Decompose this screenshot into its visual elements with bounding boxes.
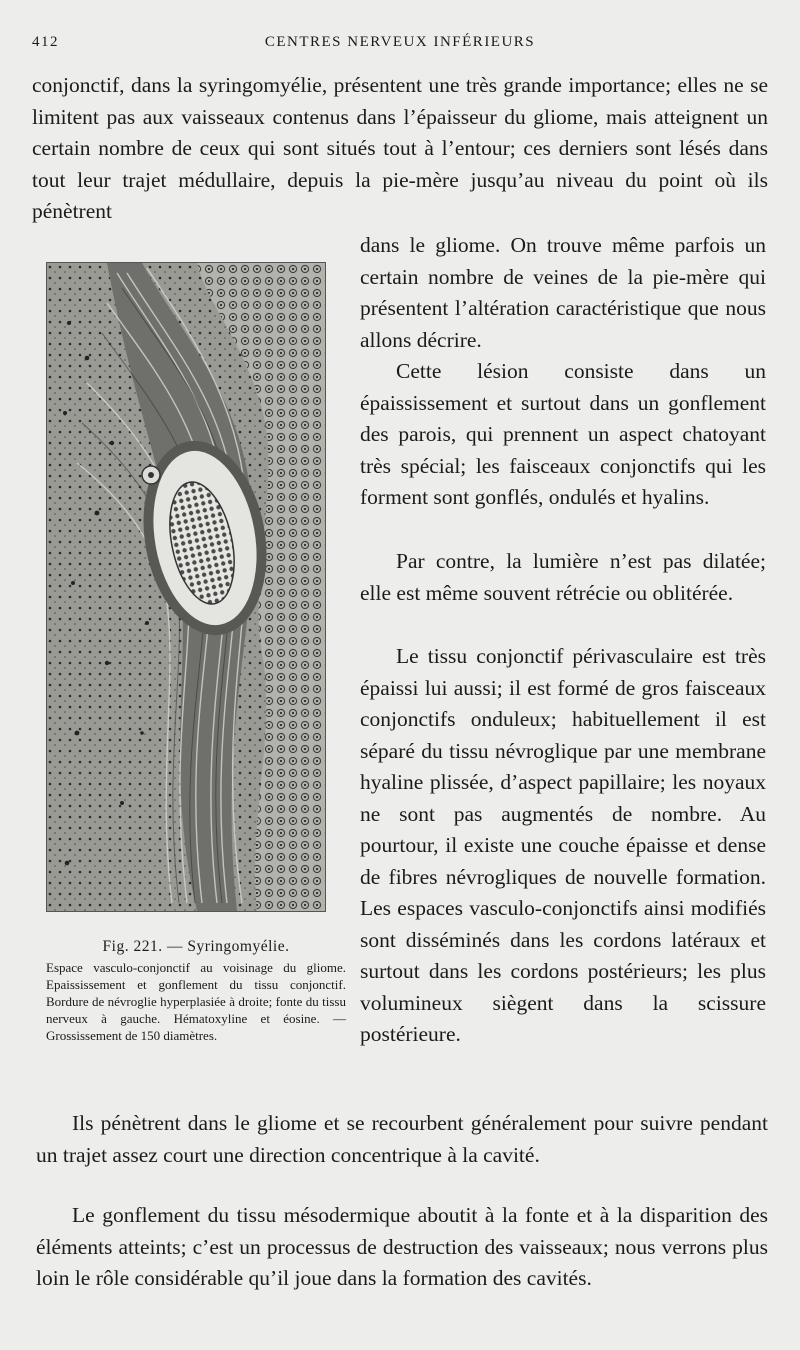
figure-title: Fig. 221. — Syringomyélie.	[102, 938, 290, 955]
histology-figure	[46, 262, 326, 912]
running-title: CENTRES NERVEUX INFÉRIEURS	[264, 34, 536, 50]
paragraph-3: Par contre, la lumière n’est pas dilatée; elle est même souvent rétrécie ou oblitérée.	[360, 549, 766, 605]
paragraph-5: Ils pénètrent dans le gliome et se recourbent généralement pour suivre pendant un trajet assez court une direction concentrique à la cavité.	[36, 1111, 768, 1167]
page-header	[32, 34, 768, 56]
paragraph-1-continued: dans le gliome. On trouve même parfois un certain nombre de veines de la pie-mère qui présentent l’altération caractéristique que nous allons décrire.	[360, 233, 766, 352]
paragraph-6: Le gonflement du tissu mésodermique aboutit à la fonte et à la disparition des éléments atteints; c’est un processus de destruction des vaisseaux; nous verrons plus loin le rôle considérable qu’il joue dans la formation des cavités.	[36, 1203, 768, 1290]
figure-caption	[46, 938, 346, 1044]
page-number: 412	[32, 34, 59, 50]
figure-caption-text: Espace vasculo-conjonctif au voisinage du gliome. Epaississement et gonflement du tissu conjonctif. Bordure de névroglie hyperplasiée à droite; fonte du tissu nerveux à gauche. Hématoxyline et éosine. — Grossissement de 150 diamètres.	[46, 960, 346, 1043]
paragraph-1: conjonctif, dans la syringomyélie, présentent une très grande importance; elles ne se limitent pas aux vaisseaux contenus dans l’épaisseur du gliome, mais atteignent un certain nombre de ceux qui sont situés tout à l’entour; ces derniers sont lésés dans tout leur trajet médullaire, depuis la pie-mère jusqu’au niveau du point où ils pénètrent	[32, 73, 768, 223]
paragraph-4: Le tissu conjonctif périvasculaire est très épaissi lui aussi; il est formé de gros faisceaux conjonctifs onduleux; habituellement il est séparé du tissu névroglique par une membrane hyaline plissée, d’aspect papillaire; les noyaux ne sont pas augmentés de nombre. Au pourtour, il existe une couche épaisse et dense de fibres névrogliques de nouvelle formation. Les espaces vasculo-conjonctifs ainsi modifiés sont disséminés dans les cordons latéraux et surtout dans les cordons postérieurs; les plus volumineux siègent dans la scissure postérieure.	[360, 644, 766, 1046]
paragraph-2: Cette lésion consiste dans un épaississement et surtout dans un gonflement des parois, qui prennent un aspect chatoyant très spécial; les faisceaux conjonctifs qui les forment sont gonflés, ondulés et hyalins.	[360, 359, 766, 509]
histology-illustration	[47, 263, 325, 911]
